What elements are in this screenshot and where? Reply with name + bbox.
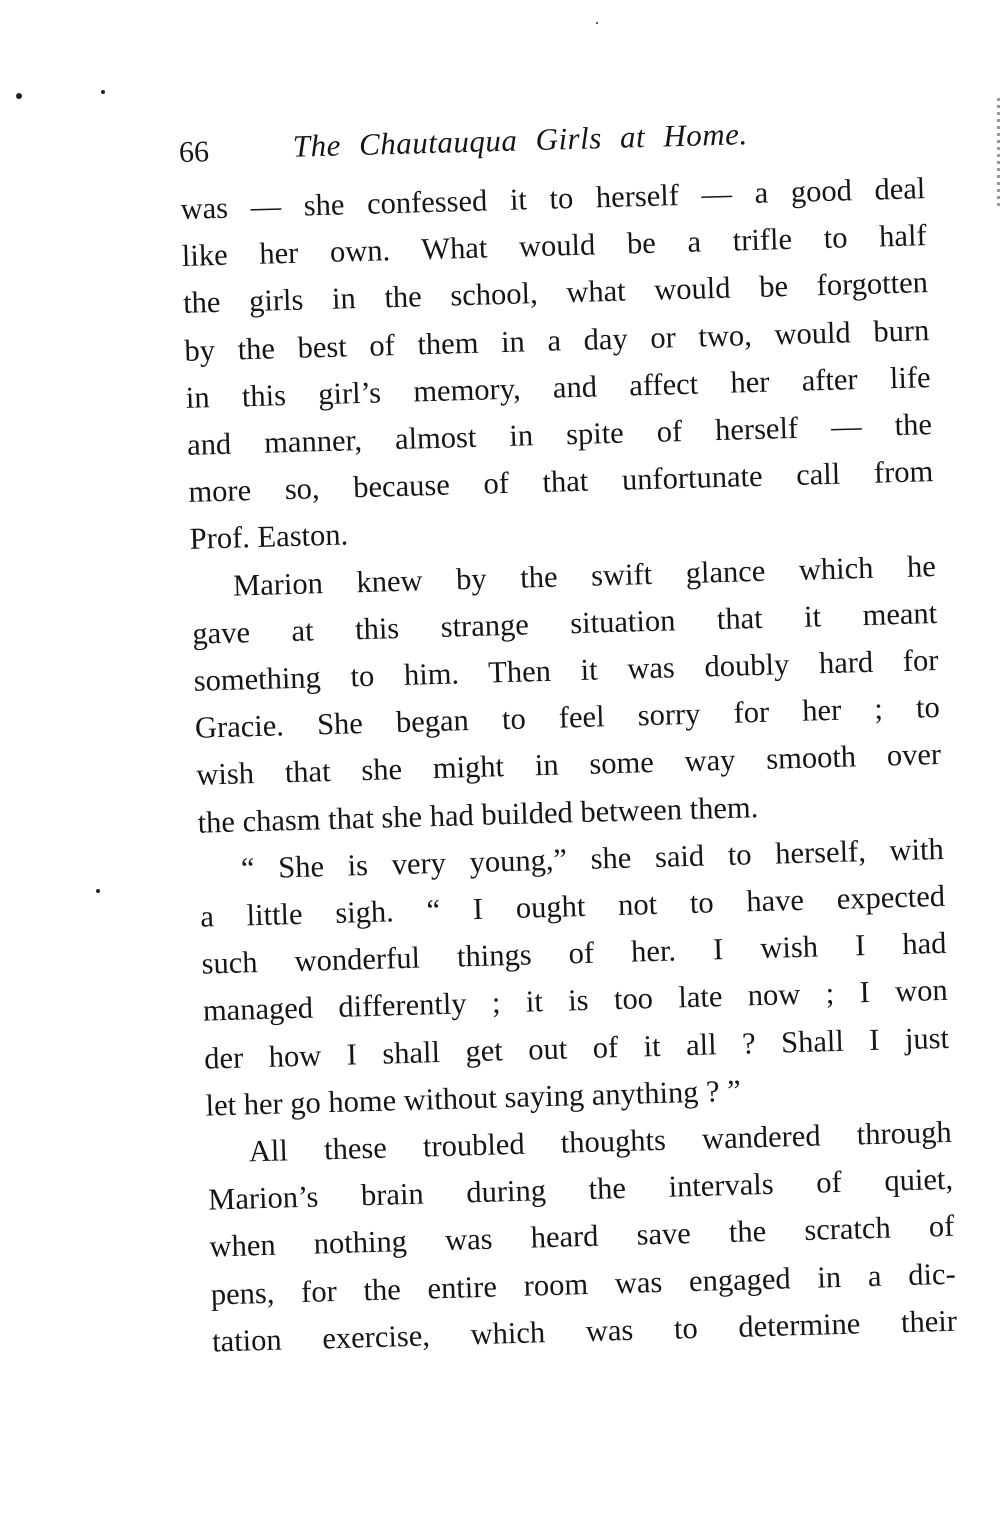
text-line: Marion’s brain during the intervals of quiet, xyxy=(207,1162,954,1217)
text-line: something to him. Then it was doubly hard for xyxy=(193,643,939,698)
text-line: such wonderful things of her. I wish I had xyxy=(201,926,947,981)
running-title: The Chautauqua Girls at Home. xyxy=(292,116,749,164)
ink-speck xyxy=(101,90,105,94)
text-line: All these troubled thoughts wandered through xyxy=(248,1114,953,1169)
text-line: and manner, almost in spite of herself — the xyxy=(186,407,933,462)
text-line: pens, for the entire room was engaged in a dic- xyxy=(210,1256,957,1312)
text-line: in this girl’s memory, and affect her after life xyxy=(185,359,931,415)
ink-speck xyxy=(16,93,22,99)
text-line: Gracie. She began to feel sorry for her ; to xyxy=(194,690,941,745)
page-number: 66 xyxy=(178,135,210,169)
text-line: like her own. What would be a trifle to half xyxy=(181,218,928,274)
page-body xyxy=(180,165,958,1365)
text-line: tation exercise, which was to determine their xyxy=(211,1303,958,1359)
ink-speck xyxy=(96,889,100,893)
text-line: managed differently ; it is too late now ; I won xyxy=(202,973,949,1029)
ink-speck xyxy=(596,22,598,24)
text-line: more so, because of that unfortunate call from xyxy=(187,454,934,510)
text-line: the chasm that she had builded between them. xyxy=(197,789,759,840)
text-line: Prof. Easton. xyxy=(189,517,349,557)
text-line: wish that she might in some way smooth over xyxy=(195,737,942,793)
text-line: “ She is very young,” she said to herself, with xyxy=(240,831,945,886)
text-line: by the best of them in a day or two, would burn xyxy=(184,312,930,368)
text-block xyxy=(178,97,958,1365)
text-line: was — she confessed it to herself — a good deal xyxy=(180,171,926,226)
text-line: Marion knew by the swift glance which he xyxy=(232,548,937,603)
text-line: when nothing was heard save the scratch of xyxy=(209,1209,955,1265)
text-line: der how I shall get out of it all ? Shall I just xyxy=(203,1020,950,1076)
text-line: the girls in the school, what would be forgotten xyxy=(182,265,929,321)
text-line: let her go home without saying anything ? ” xyxy=(205,1073,742,1123)
page-header xyxy=(178,97,924,176)
text-line: a little sigh. “ I ought not to have expected xyxy=(199,878,946,934)
text-line: gave at this strange situation that it meant xyxy=(191,595,938,651)
